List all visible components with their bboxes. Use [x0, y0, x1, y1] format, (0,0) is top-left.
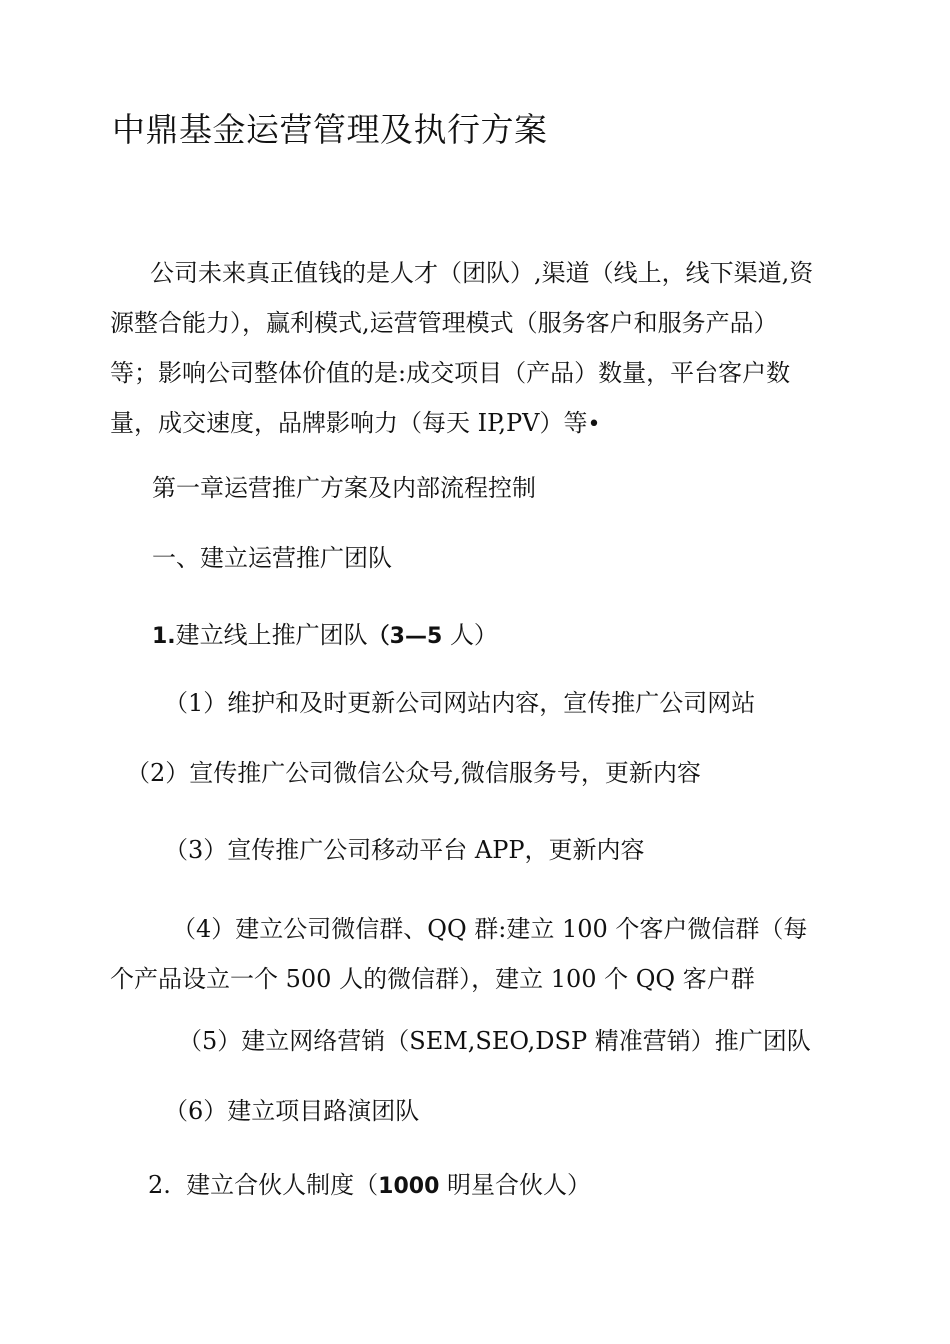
intro-line: 等；影响公司整体价值的是:成交项目（产品）数量，平台客户数 [110, 359, 791, 387]
document-title: 中鼎基金运营管理及执行方案 [112, 110, 548, 149]
section-heading: 一、建立运营推广团队 [152, 544, 392, 572]
list-item-2: （2）宣传推广公司微信公众号,微信服务号，更新内容 [126, 759, 701, 787]
subsection-text-end: 人） [449, 621, 498, 649]
list-item-1: （1）维护和及时更新公司网站内容，宣传推广公司网站 [164, 689, 756, 717]
bullet-dot: • [587, 412, 601, 437]
subsection-count: 1000 [378, 1174, 440, 1199]
subsection-count: （3—5 [367, 624, 443, 649]
list-item-5: （5）建立网络营销（SEM,SEO,DSP 精准营销）推广团队 [178, 1027, 811, 1055]
list-item-4-line: 个产品设立一个 500 人的微信群），建立 100 个 QQ 客户群 [110, 965, 755, 993]
chapter-heading: 第一章运营推广方案及内部流程控制 [152, 474, 536, 502]
list-item-6: （6）建立项目路演团队 [164, 1097, 420, 1125]
list-item-4-line: （4）建立公司微信群、QQ 群:建立 100 个客户微信群（每 [172, 915, 808, 943]
intro-line: 公司未来真正值钱的是人才（团队）,渠道（线上，线下渠道,资 [150, 259, 814, 287]
intro-line-last [110, 398, 870, 450]
subsection-text: 建立线上推广团队 [175, 621, 368, 649]
subsection-text-end: 明星合伙人） [447, 1171, 592, 1199]
intro-line-text: 量，成交速度，品牌影响力（每天 IP,PV）等 [110, 409, 588, 437]
intro-paragraph [110, 248, 870, 450]
subsection-number: 1. [152, 624, 176, 649]
subsection-heading-1 [152, 620, 498, 652]
subsection-text: 建立合伙人制度（ [186, 1171, 379, 1199]
list-item-4 [110, 904, 807, 1004]
subsection-number: 2. [148, 1171, 171, 1199]
intro-line: 源整合能力），赢利模式,运营管理模式（服务客户和服务产品） [110, 309, 778, 337]
list-item-3: （3）宣传推广公司移动平台 APP，更新内容 [164, 836, 645, 864]
subsection-heading-2 [148, 1170, 591, 1202]
